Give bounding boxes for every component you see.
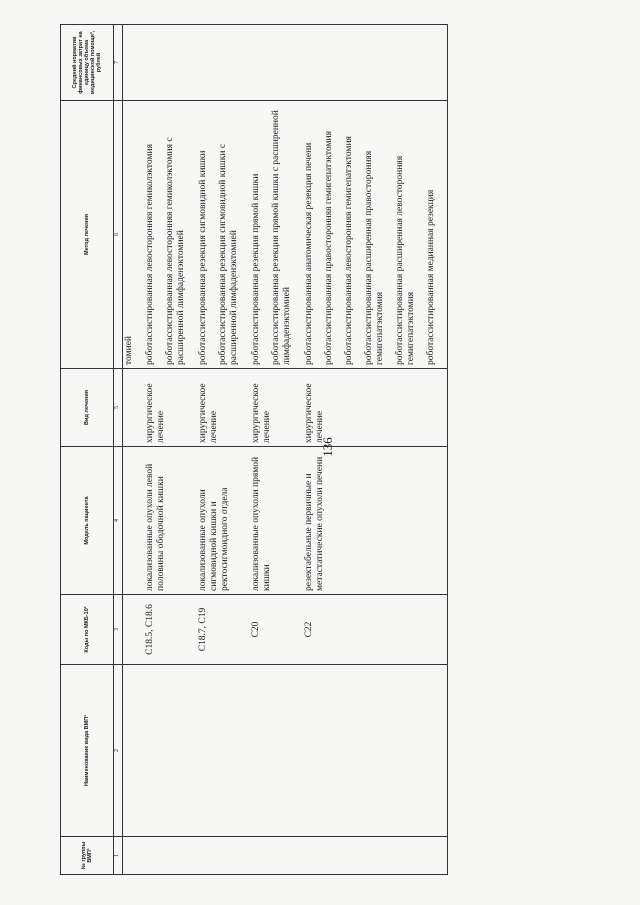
header-row [61,25,114,875]
patient-model: локализованные опухоли левой половины ободочной кишки [144,447,197,595]
treatment-methods [144,101,197,369]
column-number: 4 [114,447,123,595]
column-number: 7 [114,25,123,101]
method-item: роботассистированная резекция прямой кишки с расширенной лимфаденэктомией [271,110,292,365]
header-cost-standard: Средний норматив финансовых затрат на единицу объема медицинской помощи³, рублей [61,25,114,101]
method-item: роботассистированная медианная резекция [426,189,436,365]
column-number: 5 [114,369,123,447]
method-item: роботассистированная левосторонняя гемиколэктомия [145,144,155,365]
icd-codes: C18.7, C19 [197,595,250,665]
icd-codes: C18.5, C18.6 [144,595,197,665]
patient-model: резектабельные первичные и метастатические опухоли печени [303,447,448,595]
method-item: роботассистированная расширенная левосторонняя гемигепатэктомия [395,155,416,365]
treatment-methods [250,101,303,369]
continuation-text: томией [123,101,137,369]
treatment-type: хирургическое лечение [303,369,448,447]
table-row [250,25,303,875]
method-item: роботассистированная резекция сигмовидной кишки с расширенной лимфаденэктомией [218,143,239,365]
page-number: 136 [320,437,335,457]
method-item: роботассистированная резекция прямой кишки [251,173,261,365]
method-item: роботассистированная левосторонняя гемиколэктомия с расширенной лимфаденэктомией [165,137,186,365]
treatment-type: хирургическое лечение [250,369,303,447]
method-item: роботассистированная расширенная правосторонняя гемигепатэктомия [364,150,385,365]
patient-model: локализованные опухоли прямой кишки [250,447,303,595]
icd-codes: C22 [303,595,448,665]
treatment-methods [303,101,448,369]
header-group-number: № группы ВМП¹ [61,837,114,875]
patient-model: локализованные опухоли сигмовидной кишки и ректосигмоидного отдела [197,447,250,595]
method-item: роботассистированная резекция сигмовидной кишки [198,150,208,365]
treatment-type: хирургическое лечение [144,369,197,447]
icd-codes: C20 [250,595,303,665]
column-number: 2 [114,665,123,837]
column-number: 3 [114,595,123,665]
header-patient-model: Модель пациента [61,447,114,595]
treatment-methods [197,101,250,369]
vmp-table [60,24,448,875]
header-treatment-type: Вид лечения [61,369,114,447]
table-row [123,25,137,875]
column-number: 1 [114,837,123,875]
table-row [144,25,197,875]
treatment-type: хирургическое лечение [197,369,250,447]
method-item: роботассистированная левосторонняя гемигепатэктомия [344,136,354,365]
table-row [197,25,250,875]
header-vmp-name: Наименование вида ВМП¹ [61,665,114,837]
method-item: роботассистированная правосторонняя гемигепатэктомия [324,131,334,365]
header-icd-codes: Коды по МКБ-10² [61,595,114,665]
column-number-row [114,25,123,875]
table-row [303,25,448,875]
header-treatment-method: Метод лечения [61,101,114,369]
method-item: роботассистированная анатомическая резекция печени [304,142,314,365]
column-number: 6 [114,101,123,369]
rotated-table-container [60,25,615,875]
